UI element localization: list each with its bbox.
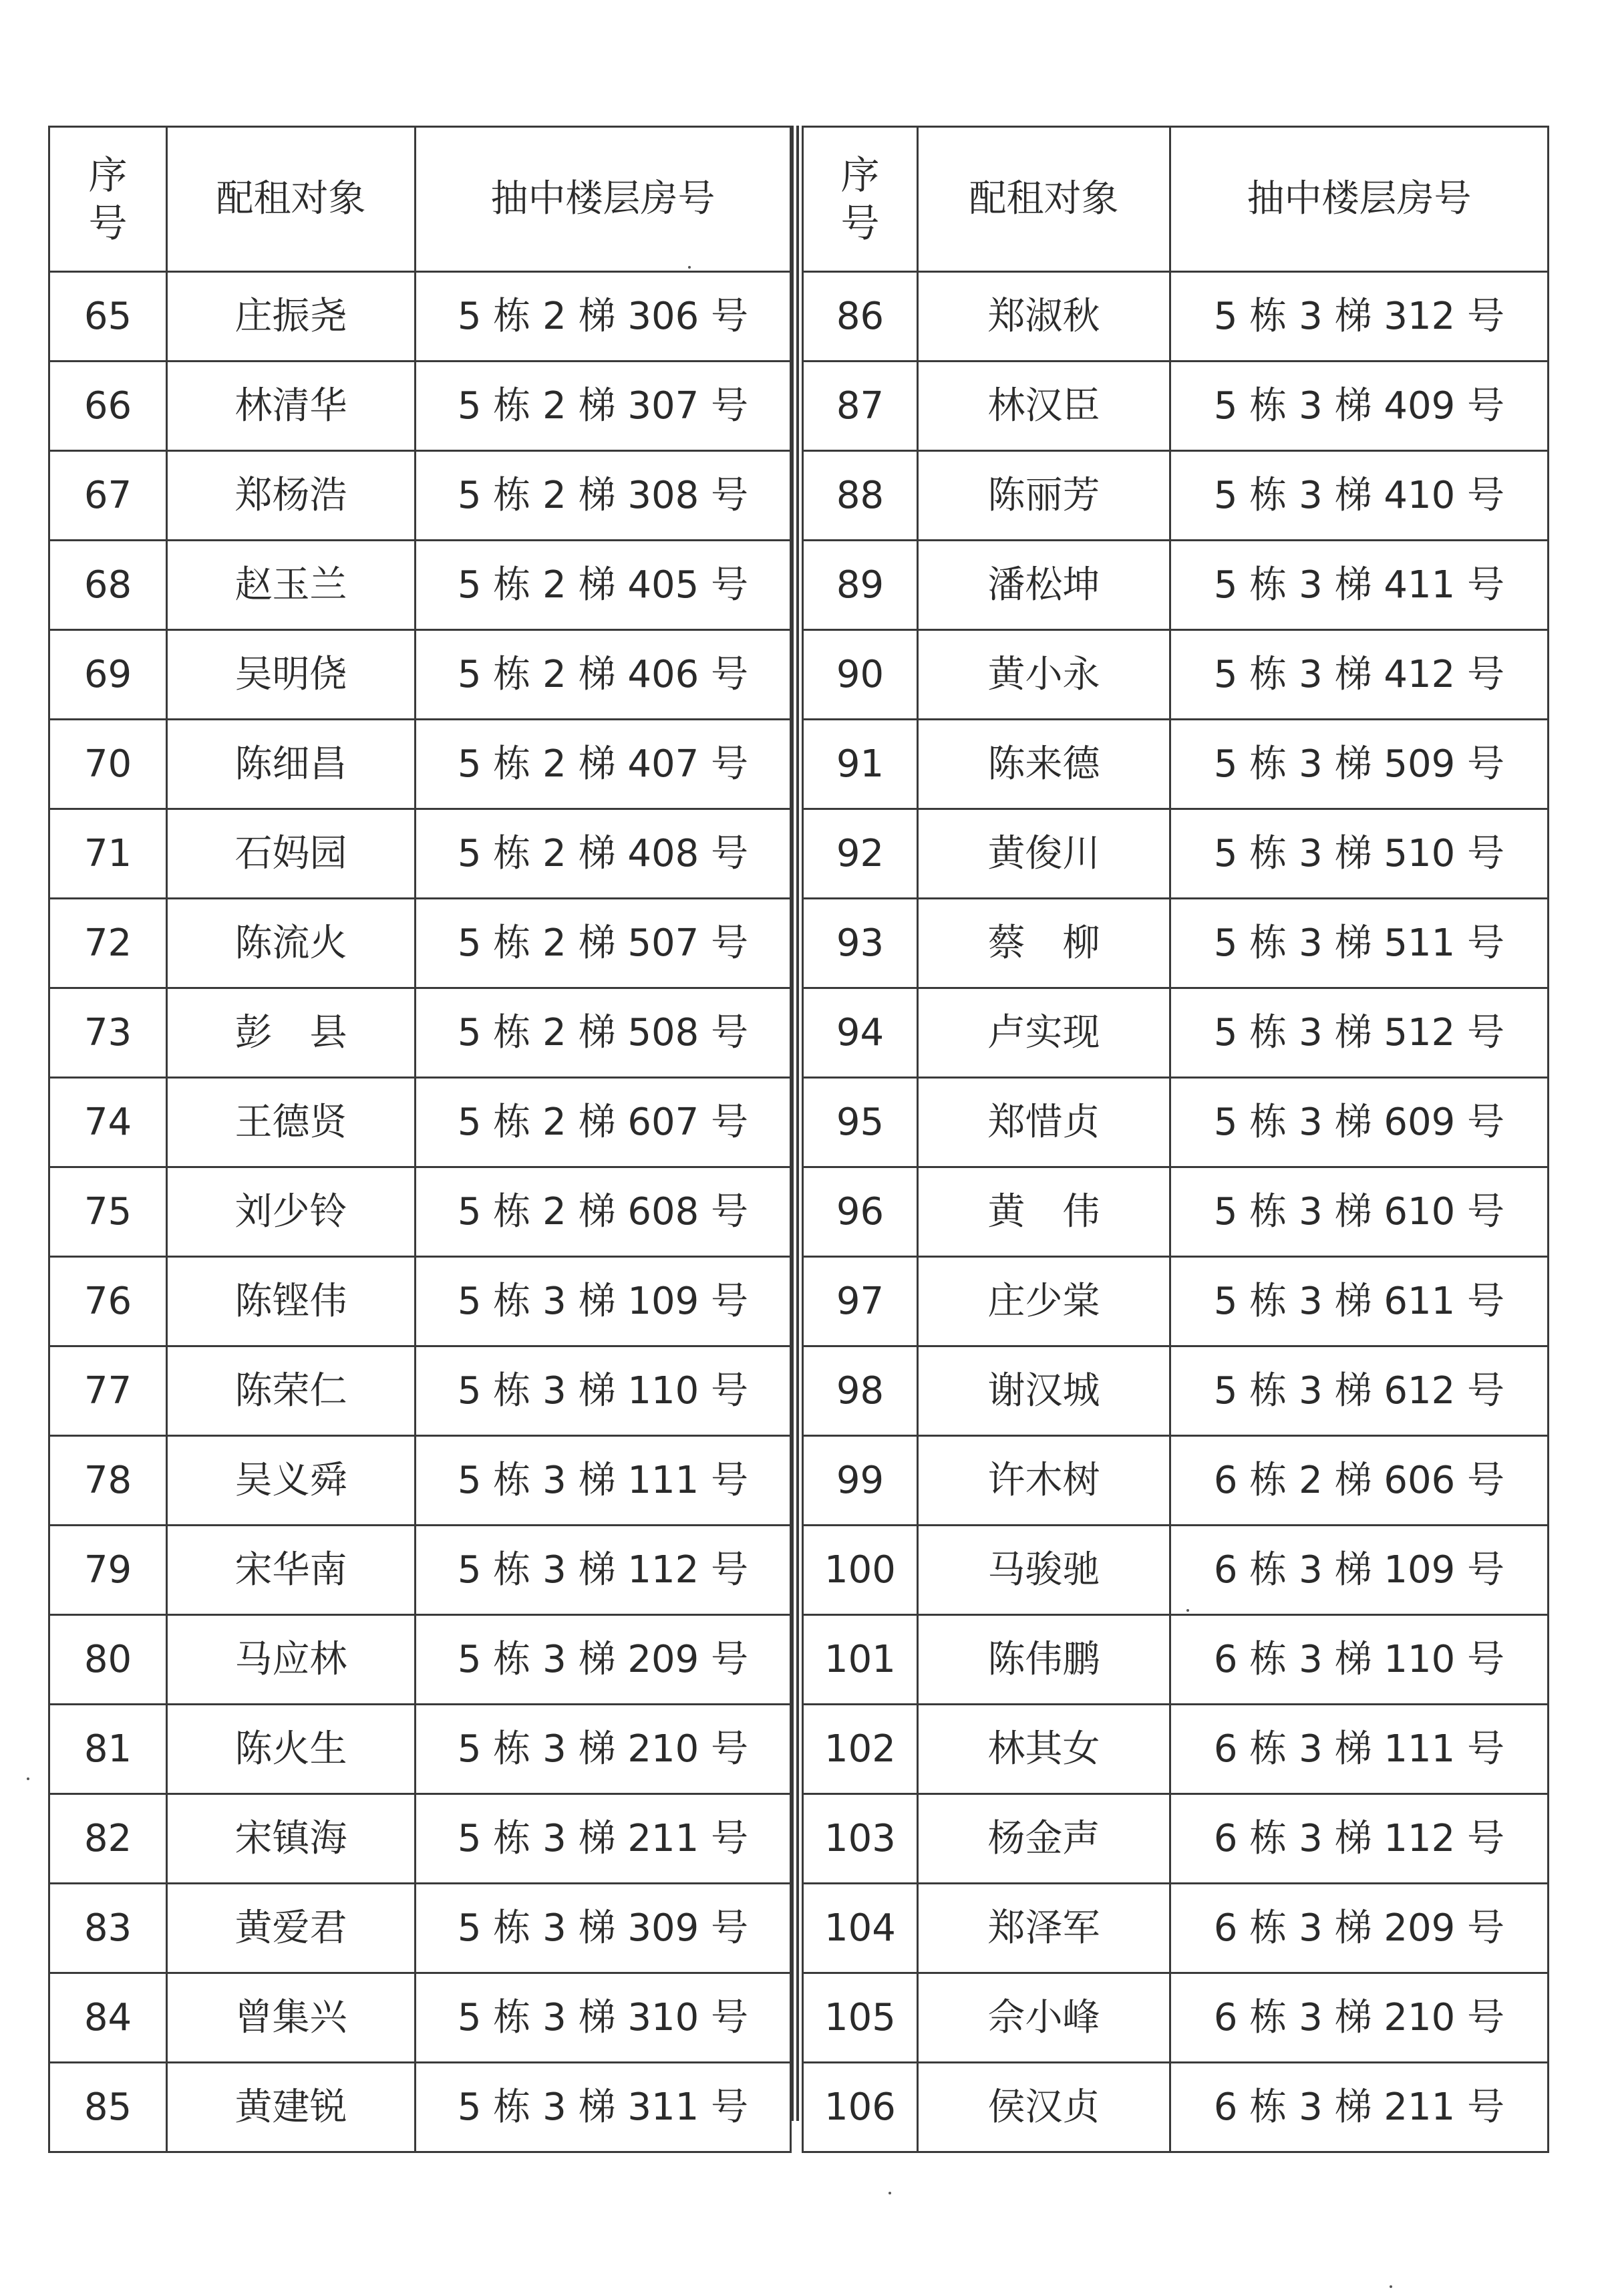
table-row [803,630,1549,720]
room-number: 5 栋 3 梯 611 号 [1170,1257,1549,1346]
row-number: 102 [803,1705,918,1794]
row-number: 89 [803,541,918,630]
tenant-name: 郑惜贞 [918,1078,1170,1167]
room-number: 5 栋 3 梯 511 号 [1170,899,1549,988]
tenant-name: 陈铿伟 [167,1257,416,1346]
room-number: 6 栋 3 梯 112 号 [1170,1794,1549,1884]
table-row [49,362,791,451]
room-number: 5 栋 3 梯 210 号 [416,1705,791,1794]
left-table-body [49,272,791,2152]
tenant-name: 陈丽芳 [918,451,1170,541]
row-number: 90 [803,630,918,720]
room-number: 5 栋 3 梯 110 号 [416,1346,791,1436]
tenant-name: 刘少铃 [167,1167,416,1257]
tenant-name: 陈细昌 [167,720,416,809]
tenant-name: 宋华南 [167,1526,416,1615]
header-seq [49,127,167,272]
tenant-name: 卢实现 [918,988,1170,1078]
row-number: 95 [803,1078,918,1167]
table-row [803,809,1549,899]
row-number: 100 [803,1526,918,1615]
scan-speck [1186,1609,1189,1612]
table-row [803,1615,1549,1705]
room-number: 5 栋 2 梯 405 号 [416,541,791,630]
tenant-name: 杨金声 [918,1794,1170,1884]
room-number: 5 栋 2 梯 308 号 [416,451,791,541]
table-row [49,1436,791,1526]
row-number: 69 [49,630,167,720]
table-row [803,1884,1549,1973]
row-number: 75 [49,1167,167,1257]
row-number: 72 [49,899,167,988]
row-number: 87 [803,362,918,451]
room-number: 5 栋 3 梯 112 号 [416,1526,791,1615]
header-tenant: 配租对象 [167,127,416,272]
table-row [49,1705,791,1794]
table-row [803,2063,1549,2152]
header-seq-bottom: 号 [88,200,128,246]
room-number: 5 栋 3 梯 610 号 [1170,1167,1549,1257]
row-number: 71 [49,809,167,899]
row-number: 105 [803,1973,918,2063]
tenant-name: 郑淑秋 [918,272,1170,362]
tenant-name: 陈伟鹏 [918,1615,1170,1705]
row-number: 83 [49,1884,167,1973]
header-seq-top: 序 [88,152,128,198]
tenant-name: 林清华 [167,362,416,451]
tenant-name: 庄振尧 [167,272,416,362]
header-row [49,127,791,272]
scan-speck [27,1777,29,1780]
right-table-body [803,272,1549,2152]
room-number: 5 栋 2 梯 407 号 [416,720,791,809]
room-number: 5 栋 3 梯 111 号 [416,1436,791,1526]
table-row [803,1167,1549,1257]
tenant-name: 许木树 [918,1436,1170,1526]
table-row [803,1794,1549,1884]
row-number: 85 [49,2063,167,2152]
double-divider [791,126,799,2121]
row-number: 86 [803,272,918,362]
room-number: 5 栋 3 梯 512 号 [1170,988,1549,1078]
room-number: 5 栋 2 梯 607 号 [416,1078,791,1167]
table-row [49,1526,791,1615]
tenant-name: 宋镇海 [167,1794,416,1884]
table-row [49,451,791,541]
table-row [803,988,1549,1078]
tenant-name: 黄建锐 [167,2063,416,2152]
room-number: 5 栋 3 梯 409 号 [1170,362,1549,451]
room-number: 5 栋 2 梯 306 号 [416,272,791,362]
table-row [803,1346,1549,1436]
row-number: 80 [49,1615,167,1705]
room-number: 5 栋 3 梯 411 号 [1170,541,1549,630]
table-row [803,720,1549,809]
row-number: 74 [49,1078,167,1167]
tenant-name: 佘小峰 [918,1973,1170,2063]
row-number: 70 [49,720,167,809]
tenant-name: 陈火生 [167,1705,416,1794]
tenant-name: 王德贤 [167,1078,416,1167]
row-number: 103 [803,1794,918,1884]
tenant-name: 陈来德 [918,720,1170,809]
row-number: 68 [49,541,167,630]
table-row [803,362,1549,451]
room-number: 5 栋 3 梯 310 号 [416,1973,791,2063]
table-row [803,1078,1549,1167]
table-row [49,1346,791,1436]
room-number: 5 栋 2 梯 307 号 [416,362,791,451]
tenant-name: 潘松坤 [918,541,1170,630]
row-number: 79 [49,1526,167,1615]
table-row [49,1884,791,1973]
tenant-name: 侯汉贞 [918,2063,1170,2152]
row-number: 98 [803,1346,918,1436]
tenant-name: 黄 伟 [918,1167,1170,1257]
room-number: 5 栋 3 梯 211 号 [416,1794,791,1884]
row-number: 88 [803,451,918,541]
room-number: 6 栋 3 梯 210 号 [1170,1973,1549,2063]
header-seq [803,127,918,272]
tenant-name: 郑泽军 [918,1884,1170,1973]
room-number: 5 栋 3 梯 609 号 [1170,1078,1549,1167]
table-row [49,1167,791,1257]
room-number: 5 栋 3 梯 412 号 [1170,630,1549,720]
table-row [49,1078,791,1167]
row-number: 84 [49,1973,167,2063]
table-row [803,541,1549,630]
tenant-name: 马骏驰 [918,1526,1170,1615]
table-row [803,451,1549,541]
room-number: 5 栋 2 梯 408 号 [416,809,791,899]
table-row [49,809,791,899]
room-number: 5 栋 3 梯 209 号 [416,1615,791,1705]
tenant-name: 石妈园 [167,809,416,899]
row-number: 78 [49,1436,167,1526]
scan-speck [889,2192,891,2194]
scan-speck [1390,2285,1392,2288]
table-row [49,720,791,809]
right-table [802,126,1549,2153]
row-number: 104 [803,1884,918,1973]
row-number: 99 [803,1436,918,1526]
room-number: 6 栋 3 梯 211 号 [1170,2063,1549,2152]
row-number: 97 [803,1257,918,1346]
table-row [803,1526,1549,1615]
tenant-name: 吴义舜 [167,1436,416,1526]
header-room: 抽中楼层房号 [1170,127,1549,272]
allocation-tables [48,126,1547,2129]
tenant-name: 赵玉兰 [167,541,416,630]
table-row [49,630,791,720]
row-number: 77 [49,1346,167,1436]
row-number: 73 [49,988,167,1078]
table-row [49,899,791,988]
table-row [49,2063,791,2152]
tenant-name: 林汉臣 [918,362,1170,451]
row-number: 76 [49,1257,167,1346]
table-row [49,541,791,630]
tenant-name: 曾集兴 [167,1973,416,2063]
room-number: 6 栋 3 梯 110 号 [1170,1615,1549,1705]
room-number: 5 栋 3 梯 410 号 [1170,451,1549,541]
room-number: 5 栋 3 梯 109 号 [416,1257,791,1346]
header-tenant: 配租对象 [918,127,1170,272]
room-number: 6 栋 3 梯 209 号 [1170,1884,1549,1973]
table-row [49,1257,791,1346]
tenant-name: 陈流火 [167,899,416,988]
table-row [49,272,791,362]
tenant-name: 陈荣仁 [167,1346,416,1436]
room-number: 5 栋 2 梯 406 号 [416,630,791,720]
tenant-name: 谢汉城 [918,1346,1170,1436]
row-number: 81 [49,1705,167,1794]
room-number: 5 栋 3 梯 309 号 [416,1884,791,1973]
row-number: 93 [803,899,918,988]
row-number: 67 [49,451,167,541]
row-number: 92 [803,809,918,899]
room-number: 5 栋 2 梯 508 号 [416,988,791,1078]
row-number: 94 [803,988,918,1078]
table-row [803,1257,1549,1346]
tenant-name: 黄俊川 [918,809,1170,899]
scan-speck [688,266,691,269]
tenant-name: 吴明侥 [167,630,416,720]
header-row [803,127,1549,272]
table-row [803,1436,1549,1526]
header-seq-top: 序 [840,152,880,198]
table-row [803,1973,1549,2063]
tenant-name: 郑杨浩 [167,451,416,541]
header-seq-bottom: 号 [840,200,880,246]
room-number: 5 栋 2 梯 507 号 [416,899,791,988]
header-room: 抽中楼层房号 [416,127,791,272]
room-number: 5 栋 2 梯 608 号 [416,1167,791,1257]
room-number: 6 栋 2 梯 606 号 [1170,1436,1549,1526]
table-row [803,1705,1549,1794]
tenant-name: 彭 县 [167,988,416,1078]
tenant-name: 黄小永 [918,630,1170,720]
row-number: 106 [803,2063,918,2152]
room-number: 5 栋 3 梯 311 号 [416,2063,791,2152]
row-number: 66 [49,362,167,451]
room-number: 6 栋 3 梯 111 号 [1170,1705,1549,1794]
tenant-name: 庄少棠 [918,1257,1170,1346]
row-number: 82 [49,1794,167,1884]
table-row [803,899,1549,988]
row-number: 96 [803,1167,918,1257]
room-number: 5 栋 3 梯 509 号 [1170,720,1549,809]
room-number: 5 栋 3 梯 312 号 [1170,272,1549,362]
left-table [48,126,792,2153]
tenant-name: 林其女 [918,1705,1170,1794]
tenant-name: 马应林 [167,1615,416,1705]
room-number: 6 栋 3 梯 109 号 [1170,1526,1549,1615]
tenant-name: 黄爱君 [167,1884,416,1973]
table-row [49,1794,791,1884]
room-number: 5 栋 3 梯 612 号 [1170,1346,1549,1436]
table-row [49,1973,791,2063]
table-row [803,272,1549,362]
table-row [49,1615,791,1705]
room-number: 5 栋 3 梯 510 号 [1170,809,1549,899]
tenant-name: 蔡 柳 [918,899,1170,988]
row-number: 101 [803,1615,918,1705]
table-row [49,988,791,1078]
row-number: 91 [803,720,918,809]
row-number: 65 [49,272,167,362]
